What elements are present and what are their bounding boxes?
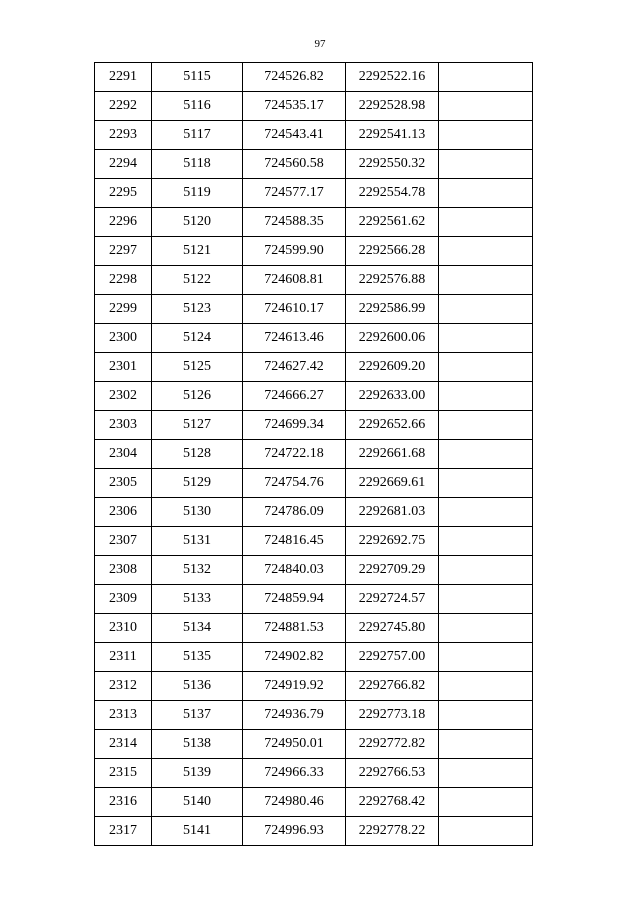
cell-x-coordinate: 724535.17 [243,92,346,121]
page-number: 97 [314,38,326,50]
cell-y-coordinate: 2292652.66 [346,411,439,440]
cell-y-coordinate: 2292633.00 [346,382,439,411]
cell-note [439,701,533,730]
cell-x-coordinate: 724859.94 [243,585,346,614]
cell-index: 2307 [95,527,152,556]
cell-note [439,730,533,759]
table-row [95,150,533,179]
cell-y-coordinate: 2292600.06 [346,324,439,353]
cell-x-coordinate: 724996.93 [243,817,346,846]
cell-point-id: 5123 [152,295,243,324]
table-row [95,353,533,382]
cell-note [439,266,533,295]
table-row [95,208,533,237]
cell-note [439,150,533,179]
cell-point-id: 5132 [152,556,243,585]
cell-y-coordinate: 2292661.68 [346,440,439,469]
cell-y-coordinate: 2292586.99 [346,295,439,324]
cell-y-coordinate: 2292724.57 [346,585,439,614]
cell-index: 2311 [95,643,152,672]
cell-index: 2317 [95,817,152,846]
cell-y-coordinate: 2292692.75 [346,527,439,556]
cell-x-coordinate: 724610.17 [243,295,346,324]
cell-x-coordinate: 724560.58 [243,150,346,179]
cell-x-coordinate: 724599.90 [243,237,346,266]
cell-x-coordinate: 724613.46 [243,324,346,353]
coordinate-table [94,62,533,846]
cell-note [439,672,533,701]
cell-y-coordinate: 2292772.82 [346,730,439,759]
cell-y-coordinate: 2292522.16 [346,63,439,92]
cell-x-coordinate: 724526.82 [243,63,346,92]
cell-x-coordinate: 724881.53 [243,614,346,643]
table-row [95,469,533,498]
table-row [95,498,533,527]
cell-note [439,788,533,817]
cell-point-id: 5119 [152,179,243,208]
cell-index: 2313 [95,701,152,730]
cell-note [439,411,533,440]
cell-x-coordinate: 724588.35 [243,208,346,237]
cell-note [439,440,533,469]
table-row [95,295,533,324]
cell-index: 2316 [95,788,152,817]
cell-index: 2308 [95,556,152,585]
cell-note [439,556,533,585]
cell-y-coordinate: 2292554.78 [346,179,439,208]
table-row [95,788,533,817]
cell-index: 2314 [95,730,152,759]
table-row [95,672,533,701]
cell-note [439,295,533,324]
table-row [95,266,533,295]
cell-index: 2300 [95,324,152,353]
cell-y-coordinate: 2292528.98 [346,92,439,121]
cell-point-id: 5130 [152,498,243,527]
cell-point-id: 5139 [152,759,243,788]
cell-x-coordinate: 724950.01 [243,730,346,759]
table-row [95,701,533,730]
cell-note [439,92,533,121]
cell-index: 2301 [95,353,152,382]
table-row [95,411,533,440]
cell-note [439,527,533,556]
cell-index: 2315 [95,759,152,788]
cell-x-coordinate: 724543.41 [243,121,346,150]
table-body [95,63,533,846]
cell-index: 2296 [95,208,152,237]
cell-note [439,759,533,788]
cell-x-coordinate: 724919.92 [243,672,346,701]
cell-note [439,324,533,353]
cell-index: 2299 [95,295,152,324]
cell-point-id: 5121 [152,237,243,266]
cell-index: 2304 [95,440,152,469]
cell-point-id: 5134 [152,614,243,643]
cell-y-coordinate: 2292576.88 [346,266,439,295]
cell-point-id: 5133 [152,585,243,614]
cell-index: 2309 [95,585,152,614]
table-row [95,614,533,643]
table-row [95,324,533,353]
cell-point-id: 5122 [152,266,243,295]
cell-index: 2293 [95,121,152,150]
table-row [95,730,533,759]
cell-index: 2305 [95,469,152,498]
cell-index: 2302 [95,382,152,411]
cell-x-coordinate: 724577.17 [243,179,346,208]
cell-x-coordinate: 724980.46 [243,788,346,817]
cell-x-coordinate: 724699.34 [243,411,346,440]
cell-point-id: 5116 [152,92,243,121]
cell-note [439,614,533,643]
cell-note [439,237,533,266]
table-row [95,527,533,556]
cell-point-id: 5115 [152,63,243,92]
cell-index: 2298 [95,266,152,295]
cell-point-id: 5137 [152,701,243,730]
cell-x-coordinate: 724966.33 [243,759,346,788]
cell-x-coordinate: 724608.81 [243,266,346,295]
cell-point-id: 5127 [152,411,243,440]
cell-point-id: 5140 [152,788,243,817]
cell-y-coordinate: 2292768.42 [346,788,439,817]
cell-point-id: 5118 [152,150,243,179]
table-row [95,817,533,846]
cell-y-coordinate: 2292766.82 [346,672,439,701]
cell-note [439,382,533,411]
cell-y-coordinate: 2292757.00 [346,643,439,672]
cell-index: 2291 [95,63,152,92]
cell-y-coordinate: 2292778.22 [346,817,439,846]
cell-point-id: 5129 [152,469,243,498]
cell-note [439,121,533,150]
cell-x-coordinate: 724786.09 [243,498,346,527]
cell-y-coordinate: 2292550.32 [346,150,439,179]
table-row [95,585,533,614]
cell-y-coordinate: 2292773.18 [346,701,439,730]
cell-note [439,469,533,498]
table-row [95,179,533,208]
cell-point-id: 5138 [152,730,243,759]
cell-point-id: 5136 [152,672,243,701]
cell-point-id: 5125 [152,353,243,382]
cell-note [439,208,533,237]
cell-note [439,498,533,527]
cell-y-coordinate: 2292681.03 [346,498,439,527]
cell-note [439,585,533,614]
cell-index: 2303 [95,411,152,440]
cell-x-coordinate: 724936.79 [243,701,346,730]
cell-note [439,63,533,92]
cell-x-coordinate: 724627.42 [243,353,346,382]
cell-x-coordinate: 724722.18 [243,440,346,469]
table-row [95,440,533,469]
cell-note [439,179,533,208]
cell-index: 2306 [95,498,152,527]
cell-note [439,643,533,672]
cell-x-coordinate: 724816.45 [243,527,346,556]
table-row [95,237,533,266]
cell-point-id: 5124 [152,324,243,353]
cell-note [439,817,533,846]
table-row [95,92,533,121]
cell-y-coordinate: 2292709.29 [346,556,439,585]
cell-point-id: 5117 [152,121,243,150]
cell-point-id: 5120 [152,208,243,237]
cell-x-coordinate: 724840.03 [243,556,346,585]
cell-x-coordinate: 724666.27 [243,382,346,411]
cell-point-id: 5141 [152,817,243,846]
cell-y-coordinate: 2292745.80 [346,614,439,643]
cell-y-coordinate: 2292561.62 [346,208,439,237]
cell-point-id: 5135 [152,643,243,672]
cell-note [439,353,533,382]
cell-index: 2310 [95,614,152,643]
cell-index: 2295 [95,179,152,208]
table-row [95,382,533,411]
cell-point-id: 5126 [152,382,243,411]
table-row [95,556,533,585]
table-row [95,63,533,92]
cell-x-coordinate: 724902.82 [243,643,346,672]
cell-x-coordinate: 724754.76 [243,469,346,498]
table-row [95,643,533,672]
cell-index: 2294 [95,150,152,179]
cell-point-id: 5128 [152,440,243,469]
table-row [95,759,533,788]
cell-index: 2292 [95,92,152,121]
cell-index: 2297 [95,237,152,266]
cell-y-coordinate: 2292566.28 [346,237,439,266]
table-row [95,121,533,150]
cell-y-coordinate: 2292609.20 [346,353,439,382]
cell-y-coordinate: 2292766.53 [346,759,439,788]
cell-y-coordinate: 2292669.61 [346,469,439,498]
cell-index: 2312 [95,672,152,701]
cell-point-id: 5131 [152,527,243,556]
cell-y-coordinate: 2292541.13 [346,121,439,150]
